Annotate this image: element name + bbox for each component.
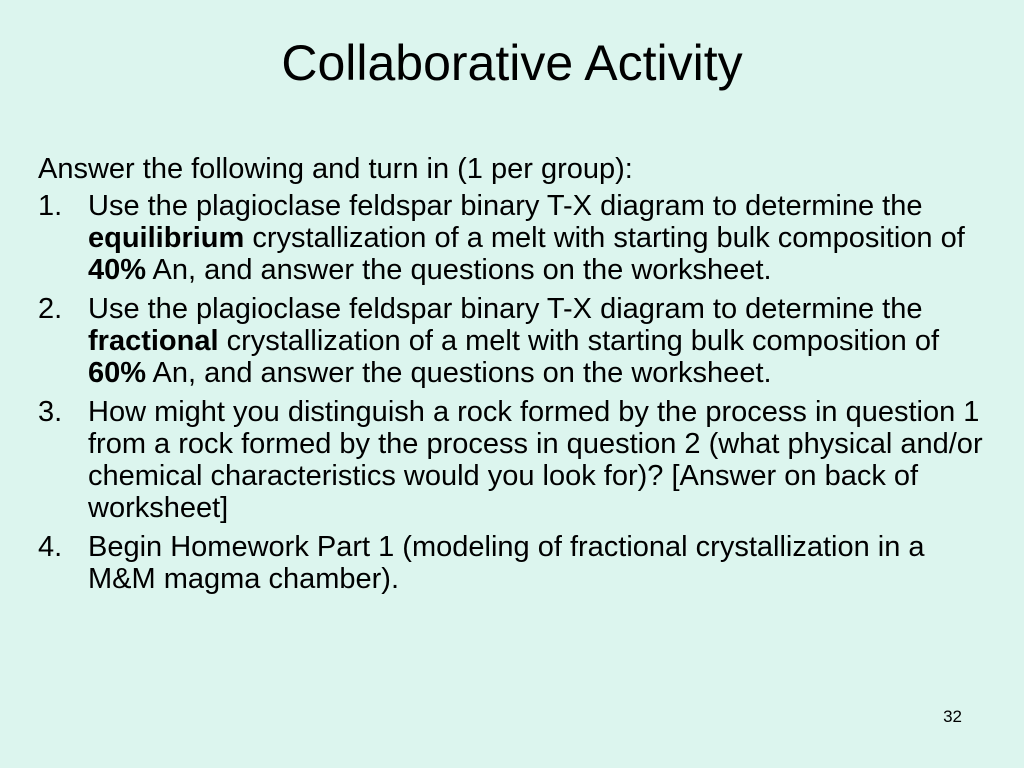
slide-title: Collaborative Activity bbox=[281, 35, 743, 91]
item-text-part: An, and answer the questions on the worksheet. bbox=[146, 254, 772, 286]
emphasis-fractional: fractional bbox=[88, 325, 219, 357]
item-text-part: crystallization of a melt with starting bulk composition of bbox=[218, 325, 939, 357]
item-text bbox=[88, 190, 988, 286]
list-item-3 bbox=[38, 396, 988, 524]
list-item-4 bbox=[38, 531, 988, 595]
item-number: 2. bbox=[38, 293, 63, 325]
item-number: 3. bbox=[38, 396, 63, 428]
item-number: 4. bbox=[38, 531, 63, 563]
emphasis-equilibrium: equilibrium bbox=[88, 222, 245, 254]
item-text: Begin Homework Part 1 (modeling of fractional crystallization in a M&M magma chamber). bbox=[88, 531, 925, 595]
emphasis-composition: 60% bbox=[88, 357, 147, 389]
emphasis-composition: 40% bbox=[88, 254, 147, 286]
item-text-part: Use the plagioclase feldspar binary T-X diagram to determine the bbox=[88, 293, 923, 325]
page-number: 32 bbox=[943, 707, 962, 726]
list-item-1 bbox=[38, 190, 988, 286]
item-text-part: crystallization of a melt with starting bulk composition of bbox=[244, 222, 965, 254]
item-text: How might you distinguish a rock formed by the process in question 1 from a rock formed by the process in question 2 (what physical and/or chemical characteristics would you look for)? [Answer on back of worksheet] bbox=[88, 396, 983, 524]
item-text-part: Use the plagioclase feldspar binary T-X diagram to determine the bbox=[88, 190, 923, 222]
question-list bbox=[38, 190, 988, 595]
list-item-2 bbox=[38, 293, 988, 389]
intro-text: Answer the following and turn in (1 per group): bbox=[38, 153, 633, 185]
item-text bbox=[88, 293, 988, 389]
slide-body bbox=[38, 153, 988, 602]
item-number: 1. bbox=[38, 190, 63, 222]
item-text-part: An, and answer the questions on the worksheet. bbox=[146, 357, 772, 389]
